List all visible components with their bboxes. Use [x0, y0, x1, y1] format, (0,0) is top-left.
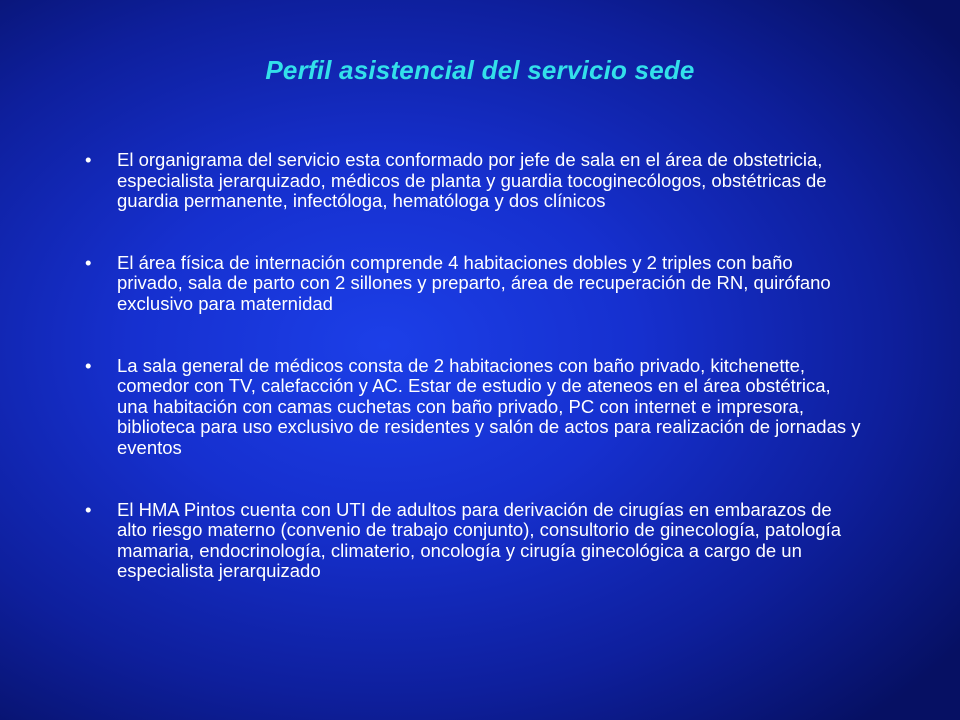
bullet-text: La sala general de médicos consta de 2 habitaciones con baño privado, kitchenette, comedor con TV, calefacción y AC. Estar de estudio y de ateneos en el área obstétrica, una habitación con camas cuchetas con baño privado, PC con internet e impresora, biblioteca para uso exclusivo de residentes y salón de actos para realización de jornadas y eventos	[117, 354, 861, 458]
bullet-icon: •	[85, 498, 92, 520]
bullet-icon: •	[85, 354, 92, 376]
bullet-icon: •	[85, 149, 92, 170]
bullet-item	[82, 356, 862, 459]
bullet-list	[82, 150, 862, 623]
slide-title: Perfil asistencial del servicio sede	[265, 55, 695, 85]
bullet-icon: •	[85, 251, 92, 273]
bullet-text: El organigrama del servicio esta conformado por jefe de sala en el área de obstetricia, especialista jerarquizado, médicos de planta y guardia tocoginecólogos, obstétricas de guardia permanente, infectóloga, hematóloga y dos clínicos	[117, 149, 827, 212]
bullet-item	[82, 150, 862, 212]
bullet-text: El HMA Pintos cuenta con UTI de adultos para derivación de cirugías en embarazos de alto riesgo materno (convenio de trabajo conjunto), consultorio de ginecología, patología mamaria, endocrinología, climaterio, oncología y cirugía ginecológica a cargo de un especialista jerarquizado	[117, 498, 842, 582]
bullet-item	[82, 500, 862, 582]
bullet-item	[82, 253, 862, 315]
bullet-text: El área física de internación comprende 4 habitaciones dobles y 2 triples con baño privado, sala de parto con 2 sillones y preparto, área de recuperación de RN, quirófano exclusivo para maternidad	[117, 251, 831, 314]
